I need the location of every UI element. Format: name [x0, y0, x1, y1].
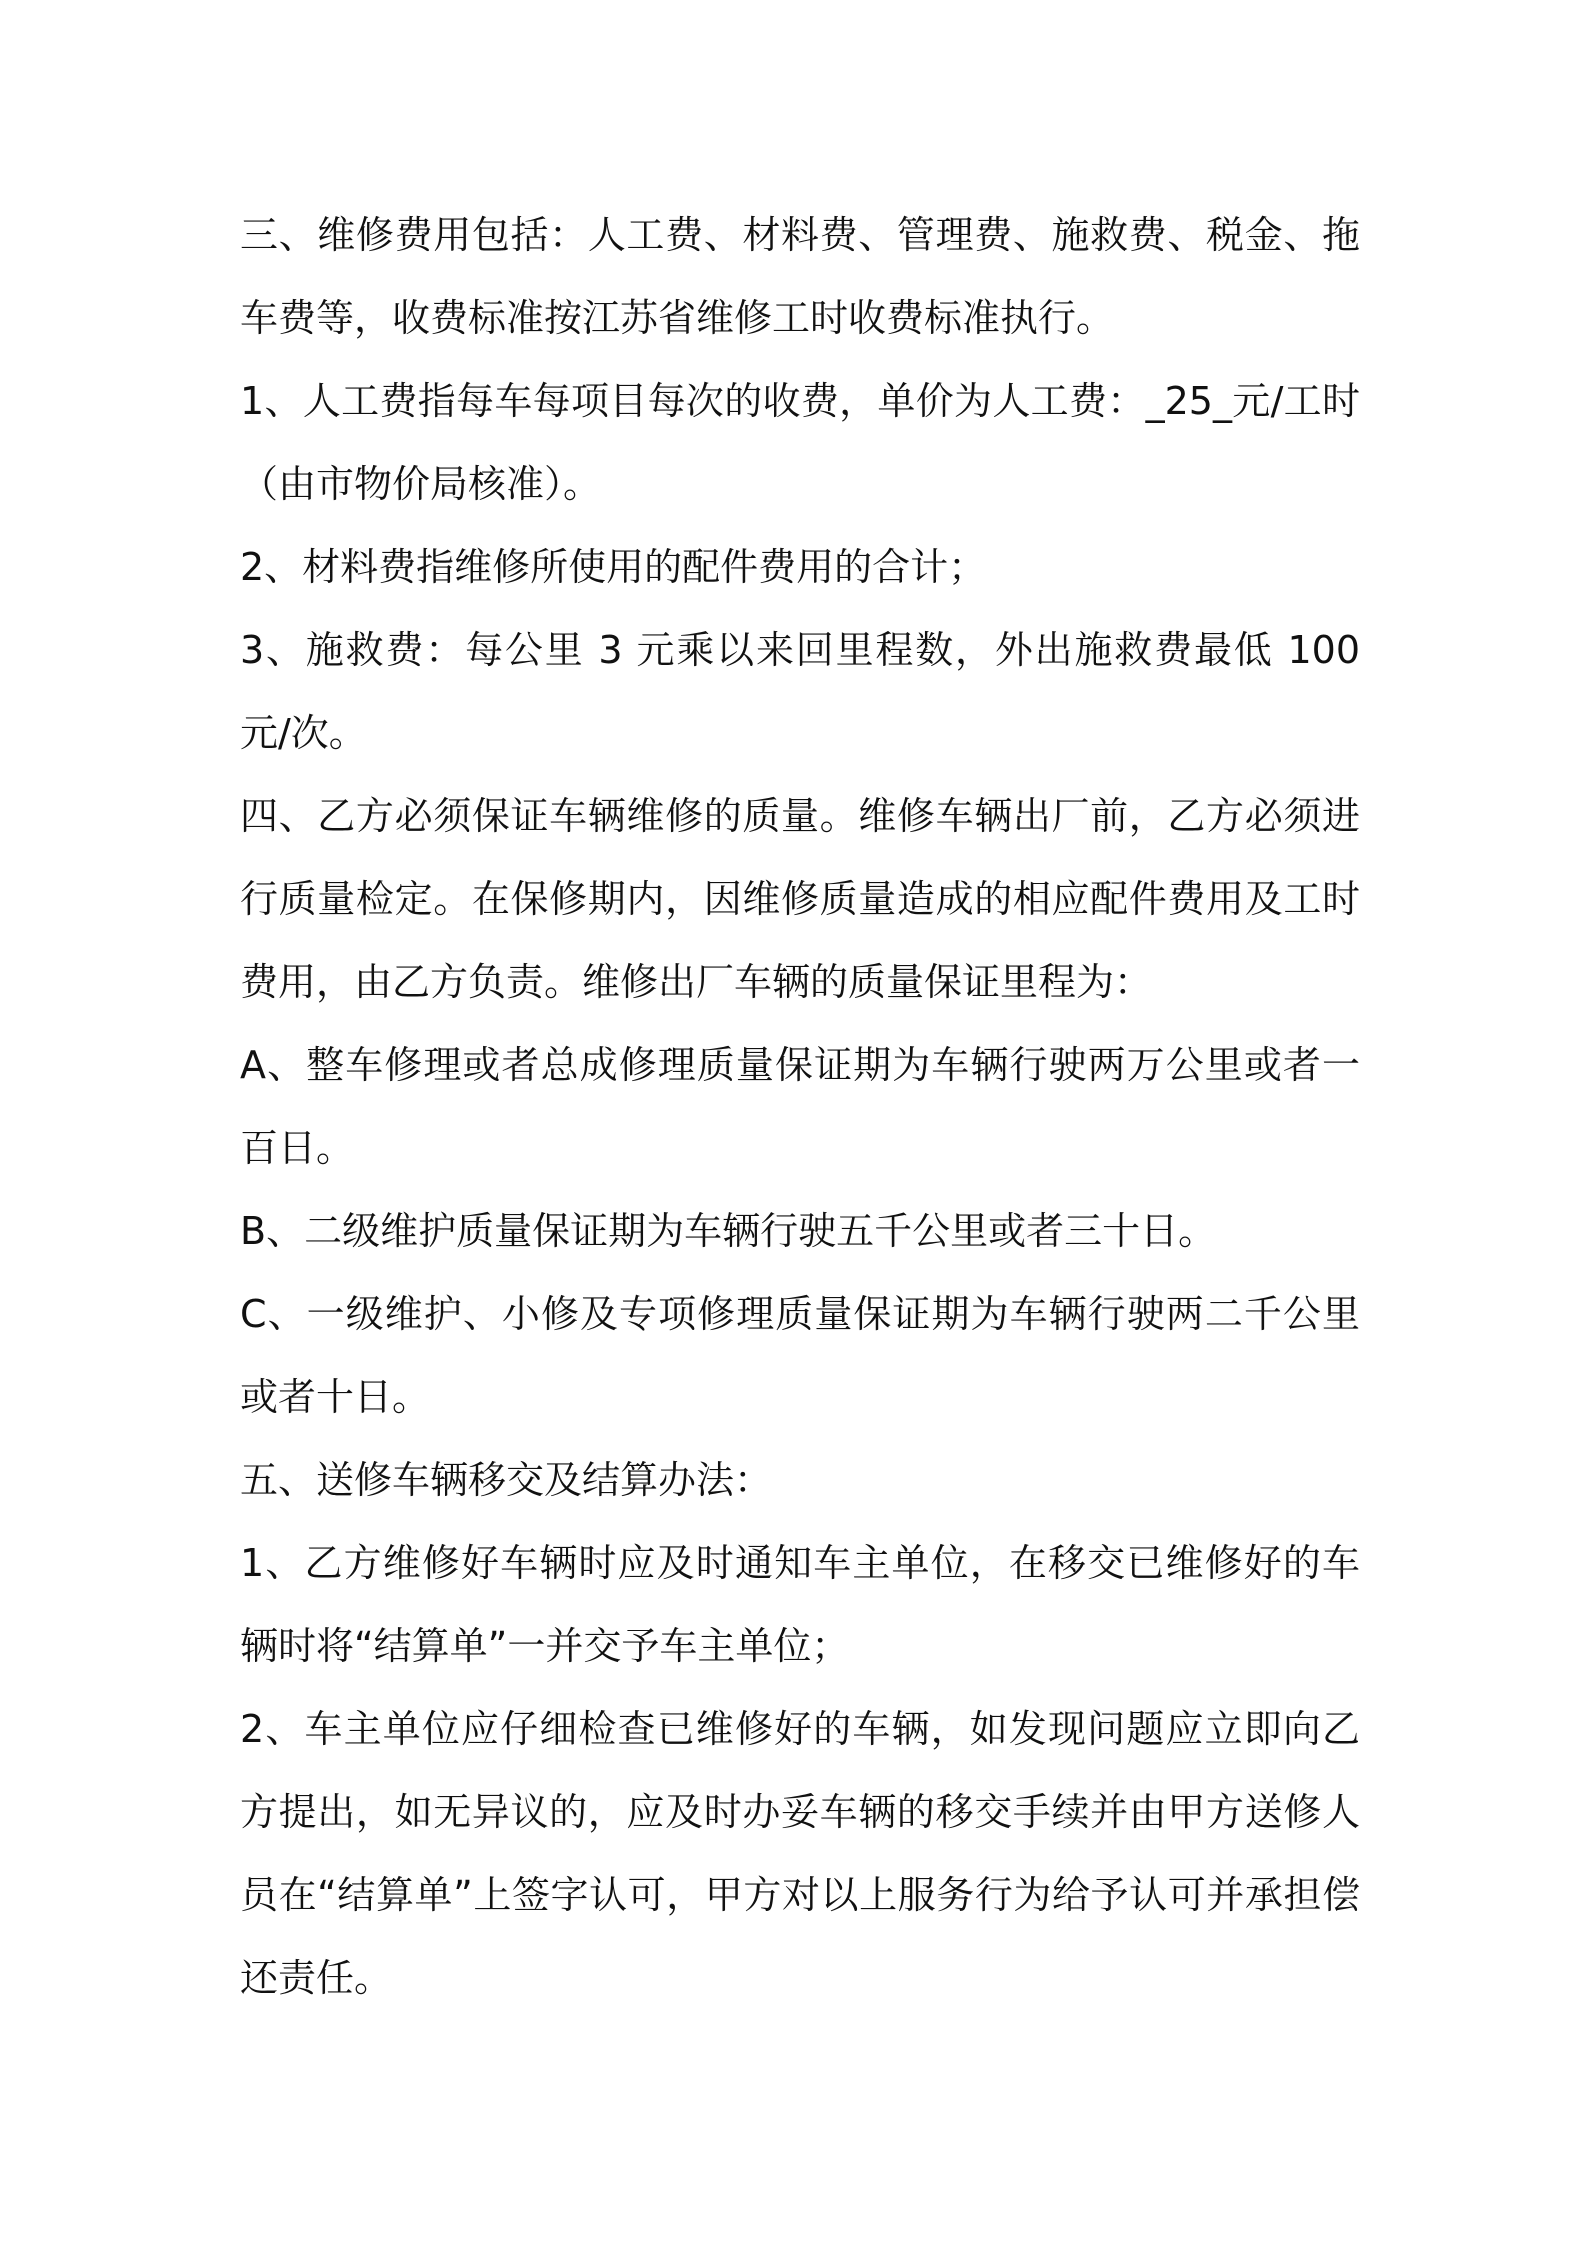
document-body — [240, 194, 1360, 2020]
warranty-b-paragraph: B、二级维护质量保证期为车辆行驶五千公里或者三十日。 — [240, 1209, 1217, 1253]
handover-1-paragraph: 1、乙方维修好车辆时应及时通知车主单位，在移交已维修好的车辆时将“结算单”一并交予车主单位； — [240, 1541, 1360, 1668]
warranty-a-paragraph: A、整车修理或者总成修理质量保证期为车辆行驶两万公里或者一百日。 — [240, 1043, 1360, 1170]
section-4-quality-paragraph: 四、乙方必须保证车辆维修的质量。维修车辆出厂前，乙方必须进行质量检定。在保修期内，因维修质量造成的相应配件费用及工时费用，由乙方负责。维修出厂车辆的质量保证里程为： — [240, 794, 1360, 1004]
rescue-fee-paragraph: 3、施救费：每公里 3 元乘以来回里程数，外出施救费最低 100 元/次。 — [240, 628, 1360, 755]
labor-fee-paragraph: 1、人工费指每车每项目每次的收费，单价为人工费：_25_元/工时（由市物价局核准）。 — [240, 379, 1360, 506]
section-3-heading-paragraph: 三、维修费用包括：人工费、材料费、管理费、施救费、税金、拖车费等，收费标准按江苏省维修工时收费标准执行。 — [240, 213, 1360, 340]
handover-2-paragraph: 2、车主单位应仔细检查已维修好的车辆，如发现问题应立即向乙方提出，如无异议的，应及时办妥车辆的移交手续并由甲方送修人员在“结算单”上签字认可，甲方对以上服务行为给予认可并承担偿还责任。 — [240, 1707, 1360, 2000]
material-fee-paragraph: 2、材料费指维修所使用的配件费用的合计； — [240, 545, 987, 589]
section-5-heading-paragraph: 五、送修车辆移交及结算办法： — [240, 1458, 773, 1502]
warranty-c-paragraph: C、一级维护、小修及专项修理质量保证期为车辆行驶两二千公里或者十日。 — [240, 1292, 1360, 1419]
